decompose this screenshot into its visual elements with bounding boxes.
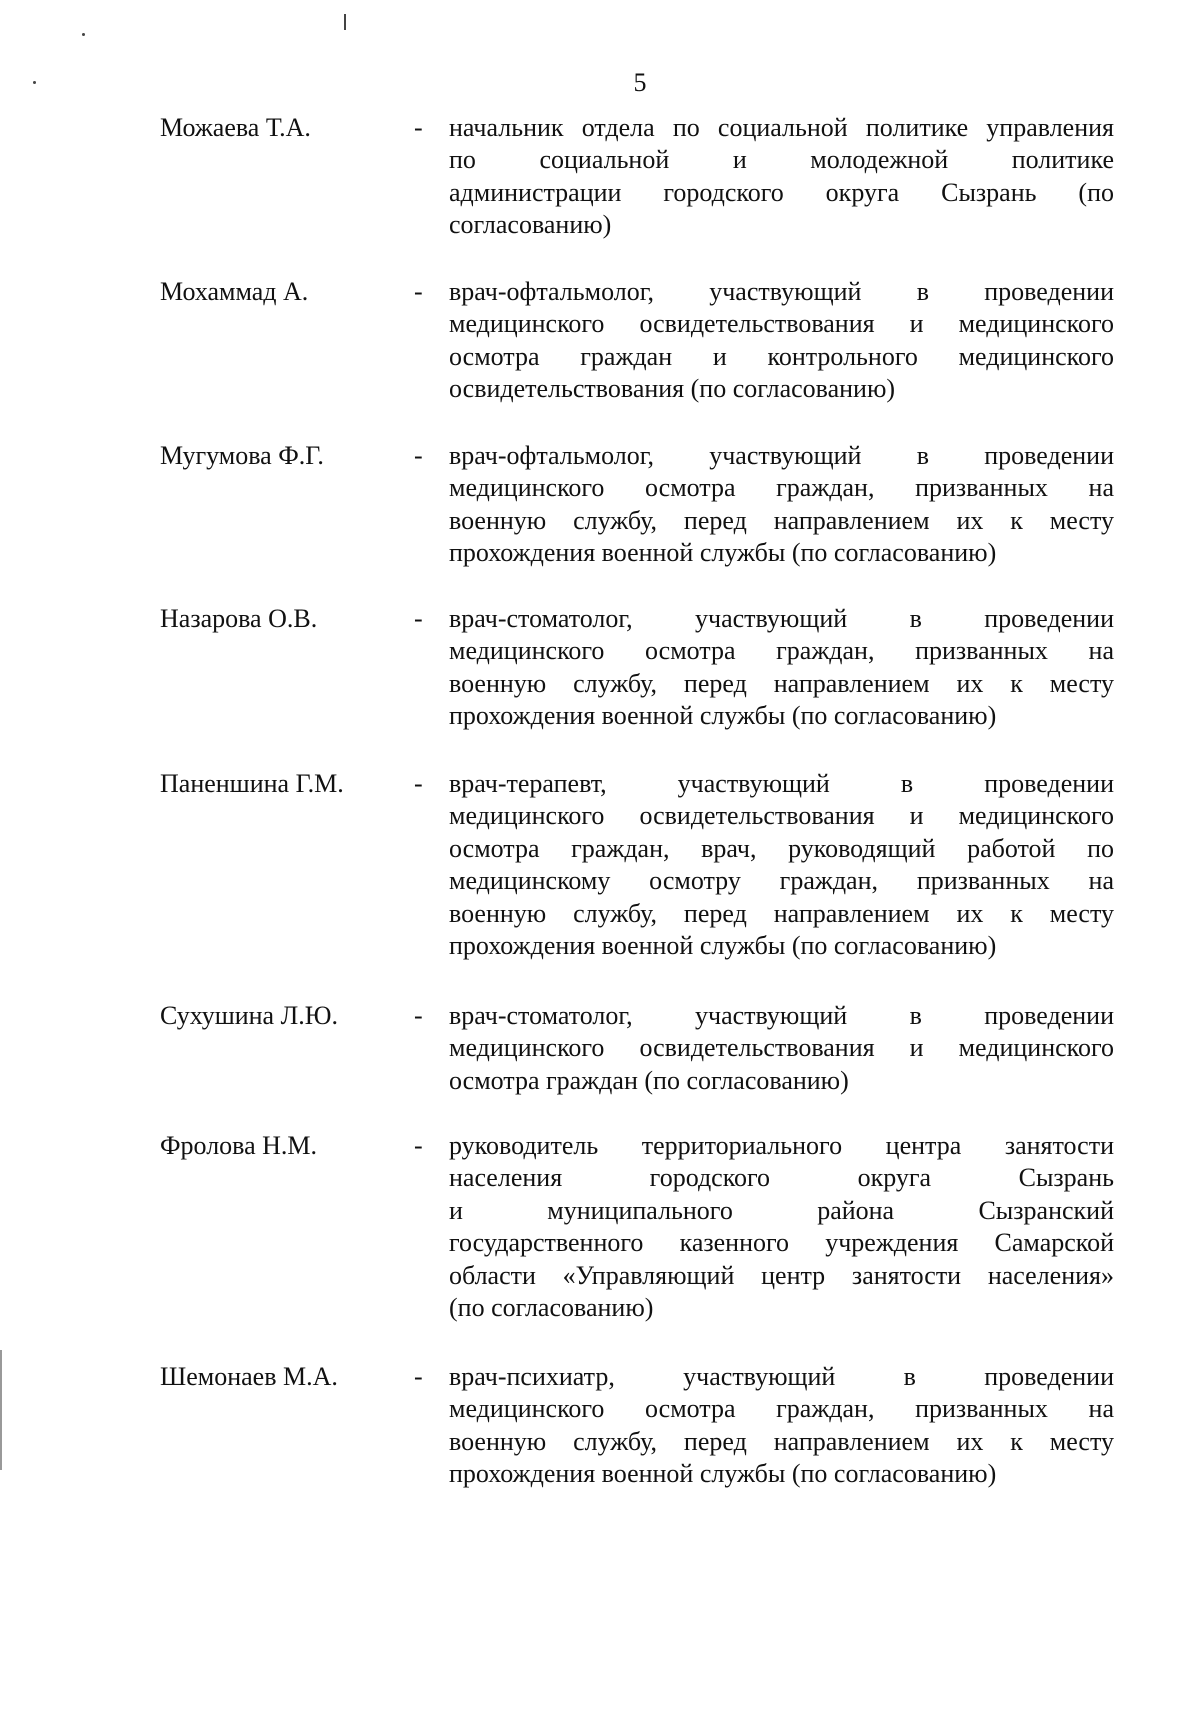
member-name: Фролова Н.М.: [160, 1131, 318, 1160]
position-line: прохождения военной службы (по согласованию): [449, 701, 997, 731]
member-position: [449, 276, 1114, 406]
scan-mark: [344, 14, 346, 30]
member-position: [449, 603, 1114, 733]
member-name: Можаева Т.А.: [160, 113, 311, 142]
member-name: Назарова О.В.: [160, 604, 318, 633]
position-line: медицинского осмотра граждан, призванных на: [449, 1394, 1114, 1424]
member-position: [449, 1361, 1114, 1491]
member-position: [449, 1000, 1114, 1097]
member-dash: -: [414, 441, 423, 470]
page-number: 5: [633, 68, 647, 97]
member-position: [449, 440, 1114, 570]
member-position: [449, 112, 1114, 242]
position-line: медицинского освидетельствования и медицинского: [449, 309, 1114, 339]
position-line: военную службу, перед направлением их к месту: [449, 505, 1114, 535]
position-line: врач-офтальмолог, участвующий в проведении: [449, 441, 1114, 470]
scan-mark: [82, 33, 85, 36]
position-line: руководитель территориального центра занятости: [449, 1131, 1114, 1160]
position-line: медицинского осмотра граждан, призванных на: [449, 473, 1114, 503]
position-line: врач-стоматолог, участвующий в проведении: [449, 1001, 1114, 1030]
position-line: освидетельствования (по согласованию): [449, 374, 896, 404]
position-line: согласованию): [449, 210, 612, 240]
position-line: начальник отдела по социальной политике управления: [449, 113, 1114, 142]
member-dash: -: [414, 113, 423, 142]
position-line: государственного казенного учреждения Самарской: [449, 1228, 1114, 1258]
member-dash: -: [414, 769, 423, 798]
position-line: прохождения военной службы (по согласованию): [449, 1459, 997, 1489]
member-name: Сухушина Л.Ю.: [160, 1001, 338, 1030]
member-dash: -: [414, 1001, 423, 1030]
position-line: медицинского осмотра граждан, призванных на: [449, 636, 1114, 666]
position-line: медицинскому осмотру граждан, призванных на: [449, 866, 1114, 896]
position-line: врач-психиатр, участвующий в проведении: [449, 1362, 1114, 1391]
position-line: по социальной и молодежной политике: [449, 145, 1114, 175]
position-line: медицинского освидетельствования и медицинского: [449, 1033, 1114, 1063]
member-name: Шемонаев М.А.: [160, 1362, 338, 1391]
member-dash: -: [414, 604, 423, 633]
position-line: населения городского округа Сызрань: [449, 1163, 1114, 1193]
member-name: Мохаммад А.: [160, 277, 309, 306]
position-line: осмотра граждан и контрольного медицинского: [449, 341, 1114, 371]
position-line: врач-стоматолог, участвующий в проведении: [449, 604, 1114, 633]
position-line: осмотра граждан (по согласованию): [449, 1065, 849, 1095]
position-line: прохождения военной службы (по согласованию): [449, 538, 997, 568]
position-line: военную службу, перед направлением их к месту: [449, 898, 1114, 928]
position-line: военную службу, перед направлением их к месту: [449, 668, 1114, 698]
position-line: (по согласованию): [449, 1293, 654, 1323]
position-line: врач-офтальмолог, участвующий в проведении: [449, 277, 1114, 306]
position-line: врач-терапевт, участвующий в проведении: [449, 769, 1114, 798]
position-line: медицинского освидетельствования и медицинского: [449, 801, 1114, 831]
position-line: и муниципального района Сызранский: [449, 1195, 1114, 1225]
position-line: осмотра граждан, врач, руководящий работой по: [449, 833, 1114, 863]
scan-mark: [33, 81, 36, 84]
member-name: Паненшина Г.М.: [160, 769, 344, 798]
member-position: [449, 1130, 1114, 1324]
position-line: прохождения военной службы (по согласованию): [449, 931, 997, 961]
position-line: области «Управляющий центр занятости населения»: [449, 1260, 1114, 1290]
member-dash: -: [414, 277, 423, 306]
member-dash: -: [414, 1362, 423, 1391]
scan-mark: [0, 1350, 2, 1470]
member-position: [449, 768, 1114, 962]
position-line: администрации городского округа Сызрань (по: [449, 177, 1114, 207]
member-name: Мугумова Ф.Г.: [160, 441, 324, 470]
position-line: военную службу, перед направлением их к месту: [449, 1426, 1114, 1456]
member-dash: -: [414, 1131, 423, 1160]
